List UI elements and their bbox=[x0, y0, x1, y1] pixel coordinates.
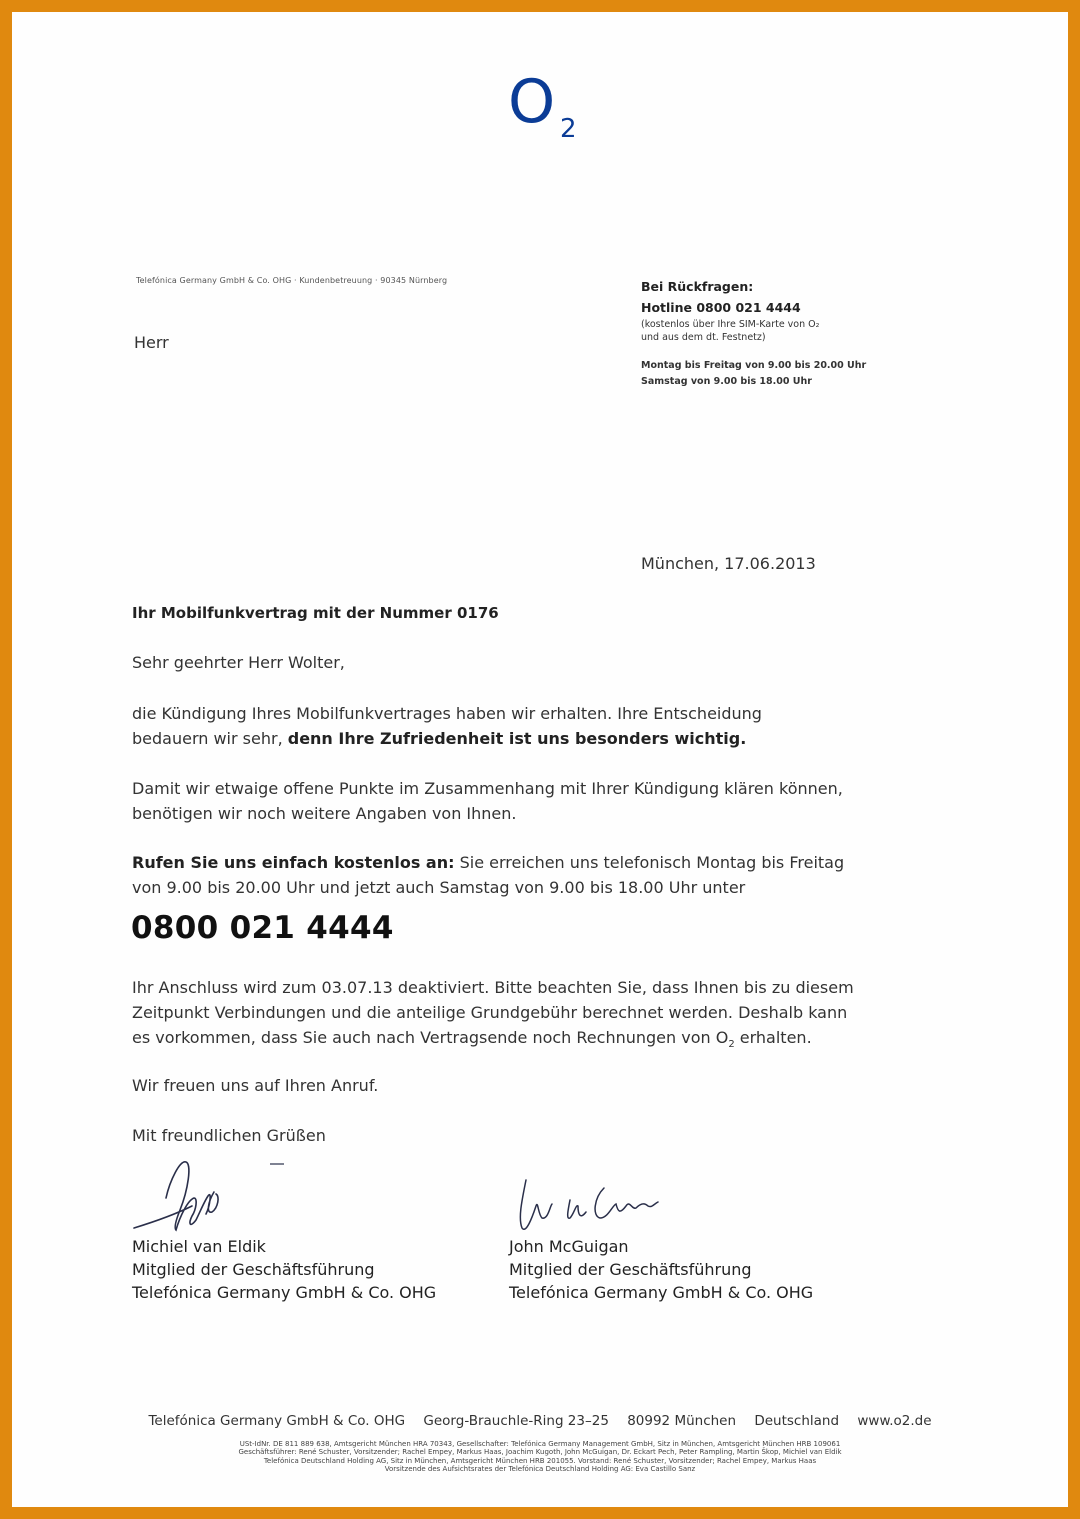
hotline-number: 0800 021 4444 bbox=[131, 910, 394, 946]
signature-van-eldik bbox=[130, 1150, 290, 1240]
signatory-company: Telefónica Germany GmbH & Co. OHG bbox=[509, 1283, 814, 1302]
signatory-role: Mitglied der Geschäftsführung bbox=[509, 1260, 752, 1279]
closing: Mit freundlichen Grüßen bbox=[132, 1126, 326, 1145]
signatory-role: Mitglied der Geschäftsführung bbox=[132, 1260, 375, 1279]
sender-address-line: Telefónica Germany GmbH & Co. OHG · Kundenbetreuung · 90345 Nürnberg bbox=[136, 276, 448, 285]
paragraph-3: Rufen Sie uns einfach kostenlos an: Sie erreichen uns telefonisch Montag bis Freitag von 9.00 bis 20.00 Uhr und jetzt auch Samstag von 9.00 bis 18.00 Uhr unter bbox=[132, 853, 845, 897]
contact-heading: Bei Rückfragen: bbox=[641, 279, 754, 294]
signatory-name: John McGuigan bbox=[509, 1237, 629, 1256]
signatory-2 bbox=[509, 1235, 813, 1304]
footer-address: Telefónica Germany GmbH & Co. OHG Georg-Brauchle-Ring 23–25 80992 München Deutschland www.o2.de bbox=[148, 1413, 932, 1429]
signatory-name: Michiel van Eldik bbox=[132, 1237, 266, 1256]
contact-box bbox=[641, 276, 866, 390]
contact-note-2: und aus dem dt. Festnetz) bbox=[641, 332, 766, 343]
greeting: Sehr geehrter Herr Wolter, bbox=[132, 653, 345, 672]
signature-mcguigan bbox=[508, 1170, 668, 1240]
o2-logo: O 2 bbox=[508, 67, 577, 144]
signatory-company: Telefónica Germany GmbH & Co. OHG bbox=[132, 1283, 437, 1302]
recipient-address: Herr bbox=[134, 333, 169, 352]
paragraph-4: Ihr Anschluss wird zum 03.07.13 deaktiviert. Bitte beachten Sie, dass Ihnen bis zu diesem Zeitpunkt Verbindungen und die anteilige Grundgebühr berechnet werden. Deshalb kann es vorkommen, dass Sie auch nach Vertragsende noch Rechnungen von $O_2$ erhalten. bbox=[132, 978, 854, 1050]
footer-website: www.o2.de bbox=[857, 1413, 932, 1429]
paragraph-2: Damit wir etwaige offene Punkte im Zusammenhang mit Ihrer Kündigung klären können, benötigen wir noch weitere Angaben von Ihnen. bbox=[132, 779, 843, 823]
signatory-1 bbox=[132, 1235, 436, 1304]
letter-date: München, 17.06.2013 bbox=[641, 554, 816, 573]
footer-legal: USt-IdNr. DE 811 889 638, Amtsgericht München HRA 70343, Gesellschafter: Telefónica Germany Management GmbH, Sitz in München, Amtsgericht München HRB 109061 Geschäftsführer: René Schuster, Vorsitzender; Rachel Empey, Markus Haas, Joachim Kugoth, John McGuigan, Dr. Eckart Pech, Peter Rampling, Martin Škop, Michiel van Eldik Telefónica Deutschland Holding AG, Sitz in München, Amtsgericht München HRB 201055. Vorstand: René Schuster, Vorsitzender; Rachel Empey, Markus Haas Vorsitzende des Aufsichtsrates der Telefónica Deutschland Holding AG: Eva Castillo Sanz bbox=[238, 1440, 842, 1474]
contact-hours-weekday: Montag bis Freitag von 9.00 bis 20.00 Uhr bbox=[641, 360, 867, 371]
contact-hotline: Hotline 0800 021 4444 bbox=[641, 300, 801, 315]
contact-hours-saturday: Samstag von 9.00 bis 18.00 Uhr bbox=[641, 376, 812, 387]
paragraph-5: Wir freuen uns auf Ihren Anruf. bbox=[132, 1076, 379, 1095]
contact-note-1: (kostenlos über Ihre SIM-Karte von O₂ bbox=[641, 319, 820, 330]
paragraph-1: die Kündigung Ihres Mobilfunkvertrages haben wir erhalten. Ihre Entscheidung bedauern wir sehr, denn Ihre Zufriedenheit ist uns besonders wichtig. bbox=[132, 704, 762, 748]
letter-subject: Ihr Mobilfunkvertrag mit der Nummer 0176 bbox=[132, 604, 499, 622]
